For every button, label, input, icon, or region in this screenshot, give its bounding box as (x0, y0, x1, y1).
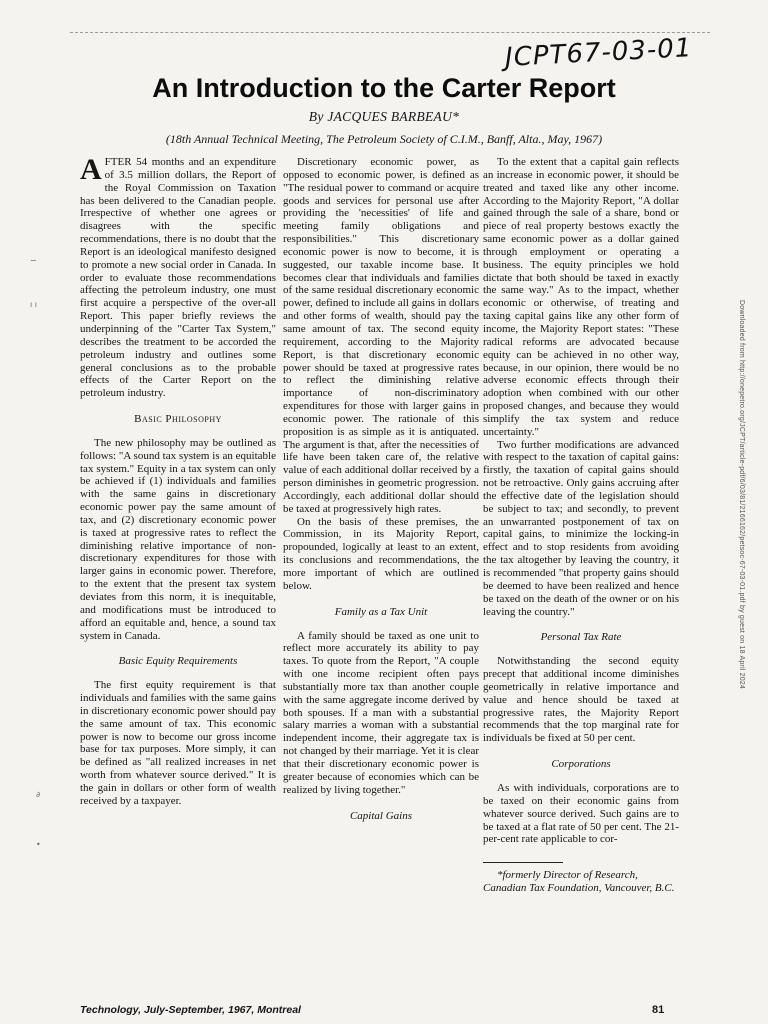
handwritten-document-code: JCPT67-03-01 (504, 33, 694, 73)
body-paragraph: To the extent that a capital gain reflects an increase in economic power, it should be treated and taxed like any other income. According to the Majority Report, "A dollar gained through the sale of a share, bond or piece of real property bestows exactly the same economic power as a dollar gained through employment or operating a business. The equity principles we hold dictate that both should be taxed in exactly the same way." As to the impact, whether economic or otherwise, of treating and taxing capital gains like any other form of income, the Majority Report states: "These radical reforms are advocated because equity can be achieved in no other way, because, in our opinion, there would be no adverse economic effects through their adoption when combined with our other proposed changes, and because they would simplify the tax system and reduce uncertainty." (483, 156, 679, 438)
column-3 (483, 156, 679, 895)
body-paragraph: On the basis of these premises, the Commission, in its Majority Report, propounded, logically at least to an extent, its conclusions and recommendations, the more important of which are outlined below. (283, 515, 479, 592)
heading-basic-philosophy: Basic Philosophy (134, 413, 222, 426)
article-title: An Introduction to the Carter Report (152, 73, 616, 103)
margin-mark: ı ı (30, 300, 37, 309)
body-paragraph: The new philosophy may be outlined as follows: "A sound tax system is an equitable tax system." Equity in a tax system can only be achieved if (1) individuals and families with the same gains in discretionary economic power pay the same amount of tax, and (2) discretionary economic power is taxed at progressive rates to reflect the diminishing relative importance of non-discretionary expenditures for those with larger gains in economic power. Therefore, to the extent that the present tax system deviates from this norm, it is inequitable, and modifications must be introduced to afford an equitable and, hence, a sound tax system in Canada. (80, 436, 276, 642)
body-paragraph: The first equity requirement is that individuals and families with the same gains in discretionary economic power should pay the same amount of tax. This economic power is now to become our gross income base for tax purposes. More simply, it can be defined as "all realized increases in net worth from whatever source derived." It is the gain in dollars or other form of wealth received by a taxpayer. (80, 679, 276, 807)
body-paragraph: Notwithstanding the second equity precept that additional income diminishes geometrically in relative importance and value and hence should be taxed at progressive rates, the Majority Report recommends that the top marginal rate for individuals be fixed at 50 per cent. (483, 655, 679, 745)
body-paragraph: As with individuals, corporations are to be taxed on their economic gains from whatever source derived. Such gains are to be taxed at a flat rate of 50 per cent. The 21-per-cent rate applicable to cor- (483, 781, 679, 846)
margin-mark: ∂ (36, 790, 41, 799)
meeting-note: (18th Annual Technical Meeting, The Petroleum Society of C.I.M., Banff, Alta., May, 1967) (165, 132, 603, 146)
footnote-divider (483, 862, 563, 863)
scan-artifact-line (70, 32, 710, 33)
margin-mark: ∽ (30, 256, 37, 265)
byline-prefix: By (308, 109, 324, 124)
author-name: JACQUES BARBEAU* (327, 109, 460, 124)
heading-capital-gains: Capital Gains (349, 809, 413, 822)
download-stamp: Downloaded from http://onepetro.org/JCPT/article-pdf/6/03/81/2166162/petsoc-67-03-01.pdf by guest on 18 April 2024 (738, 300, 745, 689)
drop-cap: A (80, 153, 102, 186)
margin-mark: • (36, 840, 41, 849)
journal-footer: Technology, July-September, 1967, Montreal (80, 1004, 301, 1016)
heading-corporations: Corporations (551, 758, 611, 771)
intro-text: FTER 54 months and an expenditure of 3.5 million dollars, the Report of the Royal Commission on Taxation has been delivered to the Canadian people. Irrespective of whether one agrees or disagrees with the specific recommendations, there is no doubt that the Report is an ideological manifesto designed to promote a new social order in Canada. In order to evaluate those recommendations affecting the petroleum industry, one must first acquire a perspective of the over-all Report. This paper briefly reviews the underpinning of the "Carter Tax System," describes the treatment to be accorded the petroleum industry and outlines some general conclusions as to the probable effects of the Carter Report on the petroleum industry. (80, 156, 276, 400)
body-paragraph: Discretionary economic power, as opposed to economic power, is defined as "The residual power to command or acquire goods and services for personal use after providing the 'necessities' of life and meeting family obligations and responsibilities." This discretionary economic power is now to become, it is suggested, our taxable income base. It becomes clear that individuals and families of the same residual discretionary economic power, defined to include all gains in dollars and other forms of wealth, should pay the same amount of tax. The second equity requirement, according to the Majority Report, is that discretionary economic power should be taxed at progressive rates to reflect the diminishing relative importance of non-discriminatory expenditures for those with larger gains in economic power. The rationale of this proposition is as simple as it is antiquated. The argument is that, after the necessities of life have been taken care of, the relative value of each additional dollar received by a person diminishes in geometric progression. Accordingly, each additional dollar should be taxed at progressively high rates. (283, 156, 479, 515)
body-paragraph: A family should be taxed as one unit to reflect more accurately its ability to pay taxes. To quote from the Report, "A couple with one income recipient often pays substantially more tax than another couple with the same aggregate income derived by both spouses. If a man with a substantial salary marries a woman with a substantial independent income, their aggregate tax is not changed by their marriage. Yet it is clear that their discretionary economic power is greater because of economies which can be realized by living together." (283, 629, 479, 796)
byline (0, 109, 768, 125)
body-paragraph: Two further modifications are advanced with respect to the taxation of capital gains: firstly, the taxation of capital gains should not be retroactive. Only gains accruing after the effective date of the legislation should be subject to tax; and secondly, to prevent an unwarranted postponement of tax on capital gains, to minimize the locking-in effect and to stop residents from avoiding the tax altogether by leaving the country, it is recommended "that property gains should be deemed to have been realized and hence be taxed on the death of the owner or on his leaving the country." (483, 438, 679, 618)
page-number: 81 (652, 1004, 665, 1016)
heading-personal-tax-rate: Personal Tax Rate (540, 631, 622, 644)
column-2 (283, 156, 479, 833)
column-1 (80, 153, 276, 808)
heading-basic-equity: Basic Equity Requirements (118, 655, 238, 668)
intro-paragraph (80, 153, 276, 400)
heading-family-unit: Family as a Tax Unit (334, 605, 428, 618)
author-footnote: *formerly Director of Research, Canadian Tax Foundation, Vancouver, B.C. (483, 869, 675, 895)
